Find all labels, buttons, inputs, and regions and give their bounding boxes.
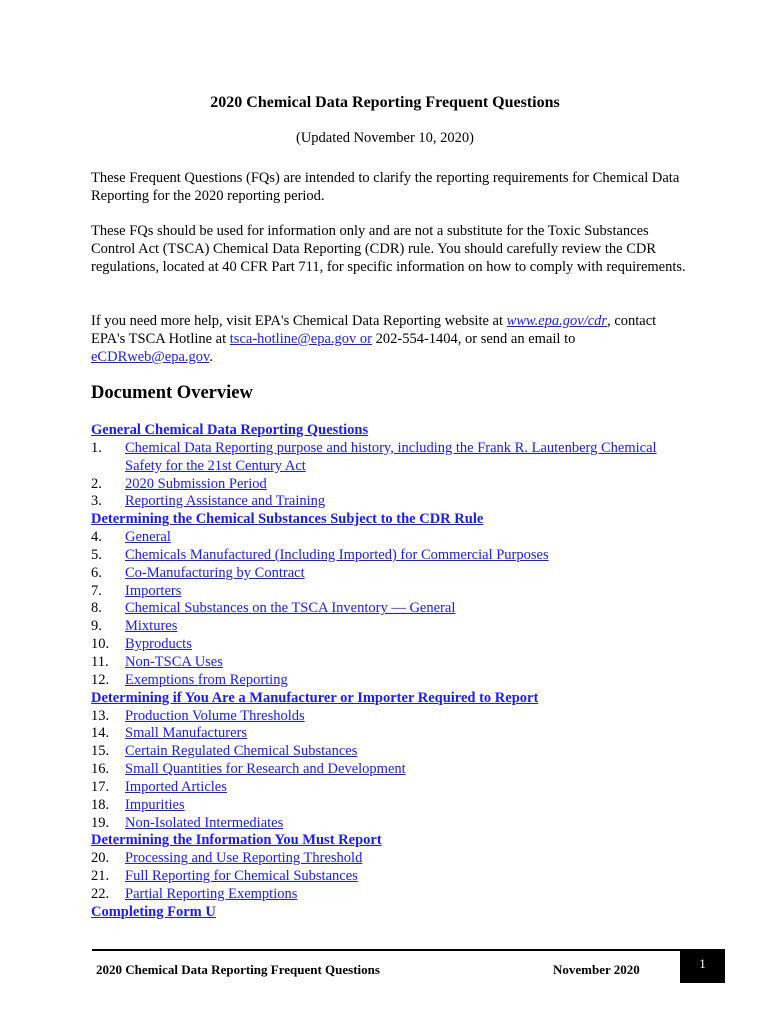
toc-item-number: 5. [91,546,102,563]
toc-item [91,779,691,797]
toc-item-number: 2. [91,475,102,492]
toc-item-number: 11. [91,653,109,670]
disclaimer-paragraph: These FQs should be used for information only and are not a substitute for the Toxic Substances Control Act (TSCA) Chemical Data Reporting (CDR) rule. You should carefully review the CDR regulations, located at 40 CFR Part 711, for specific information on how to comply with requirements. [91,223,686,275]
toc-item [91,583,691,601]
toc-section-link[interactable]: Completing Form U [91,903,216,920]
toc-item [91,600,691,618]
toc-section-link[interactable]: General Chemical Data Reporting Questions [91,422,369,438]
toc-item [91,565,691,583]
toc-item [91,850,691,868]
intro-paragraph: These Frequent Questions (FQs) are intended to clarify the reporting requirements for Chemical Data Reporting for the 2020 reporting period. [91,170,680,204]
toc-item-link[interactable]: Impurities [125,796,185,813]
toc-item-link[interactable]: Importers [125,582,182,599]
hotline-email-link[interactable]: tsca-hotline@epa.gov or [229,331,372,347]
toc-section-link[interactable]: Determining if You Are a Manufacturer or Importer Required to Report [91,689,539,706]
toc-item-number: 19. [91,814,110,831]
toc-item-link[interactable]: Non-Isolated Intermediates [125,814,284,831]
toc-item-number: 10. [91,636,110,653]
page-number: 1 [680,949,725,983]
toc-item-number: 22. [91,885,110,902]
updated-date: (Updated November 10, 2020) [296,130,474,146]
toc-item [91,797,691,815]
toc-item-number: 17. [91,778,110,795]
toc-item-link[interactable]: Chemicals Manufactured (Including Imported) for Commercial Purposes [125,546,549,563]
help-text: . [209,349,213,365]
help-text: , contact EPA's TSCA Hotline at [91,313,657,347]
help-text: If you need more help, visit EPA's Chemical Data Reporting website at [91,313,507,329]
toc-item-link[interactable]: Chemical Substances on the TSCA Inventory — General [125,600,456,617]
toc-item-number: 20. [91,850,110,867]
toc-item-link[interactable]: Non-TSCA Uses [125,653,223,670]
toc-item-number: 4. [91,529,102,546]
toc-item-number: 13. [91,707,110,724]
toc-section-link[interactable]: Determining the Information You Must Report [91,832,382,849]
toc-item-link[interactable]: Chemical Data Reporting purpose and history, including the Frank R. Lautenberg Chemical Safety for the 21st Century Act [125,439,657,474]
toc-item [91,725,691,743]
toc-item-link[interactable]: Certain Regulated Chemical Substances [125,743,358,760]
toc-item [91,476,691,494]
toc-item [91,761,691,779]
footer-date: November 2020 [553,962,640,977]
toc-item-link[interactable]: Byproducts [125,636,192,653]
toc-section-link[interactable]: Determining the Chemical Substances Subject to the CDR Rule [91,511,484,528]
toc-item-number: 21. [91,868,110,885]
toc-item-link[interactable]: General [125,529,171,546]
toc-item [91,672,691,690]
toc-item [91,815,691,833]
toc-item-number: 16. [91,761,110,778]
toc-item [91,440,691,476]
document-title: 2020 Chemical Data Reporting Frequent Questions [210,94,560,111]
toc-item-link[interactable]: Production Volume Thresholds [125,707,305,724]
ecdr-email-link[interactable]: eCDRweb@epa.gov [91,349,210,365]
toc-item-link[interactable]: 2020 Submission Period [125,475,267,492]
toc-item [91,743,691,761]
toc-item [91,529,691,547]
footer-divider [92,949,682,951]
overview-heading: Document Overview [91,383,253,403]
toc-item [91,636,691,654]
toc-item-number: 7. [91,582,102,599]
toc-item [91,708,691,726]
toc-item [91,618,691,636]
help-text: 202-554-1404, or send an email to [371,331,576,347]
toc-item-number: 8. [91,600,102,617]
toc-item-link[interactable]: Co-Manufacturing by Contract [125,564,305,581]
toc-item [91,868,691,886]
toc-item-number: 9. [91,618,102,635]
toc-item-number: 14. [91,725,110,742]
toc-item-number: 1. [91,439,102,456]
help-paragraph [91,312,691,366]
footer-title: 2020 Chemical Data Reporting Frequent Questions [96,962,380,977]
cdr-website-link[interactable]: www.epa.gov/cdr [506,313,608,329]
table-of-contents [91,422,691,922]
toc-item-link[interactable]: Processing and Use Reporting Threshold [125,850,363,867]
toc-item-link[interactable]: Partial Reporting Exemptions [125,885,298,902]
toc-item [91,654,691,672]
toc-item-link[interactable]: Small Manufacturers [125,725,248,742]
toc-item [91,493,691,511]
toc-item-number: 15. [91,743,110,760]
toc-item [91,886,691,904]
toc-item [91,547,691,565]
toc-item-link[interactable]: Small Quantities for Research and Development [125,761,406,778]
toc-item-link[interactable]: Exemptions from Reporting [125,671,288,688]
toc-item-link[interactable]: Mixtures [125,618,178,635]
toc-item-number: 3. [91,493,102,510]
toc-item-link[interactable]: Reporting Assistance and Training [125,493,326,510]
toc-item-link[interactable]: Full Reporting for Chemical Substances [125,868,358,885]
toc-item-number: 18. [91,796,110,813]
toc-item-number: 12. [91,671,110,688]
toc-item-number: 6. [91,564,102,581]
toc-item-link[interactable]: Imported Articles [125,778,227,795]
